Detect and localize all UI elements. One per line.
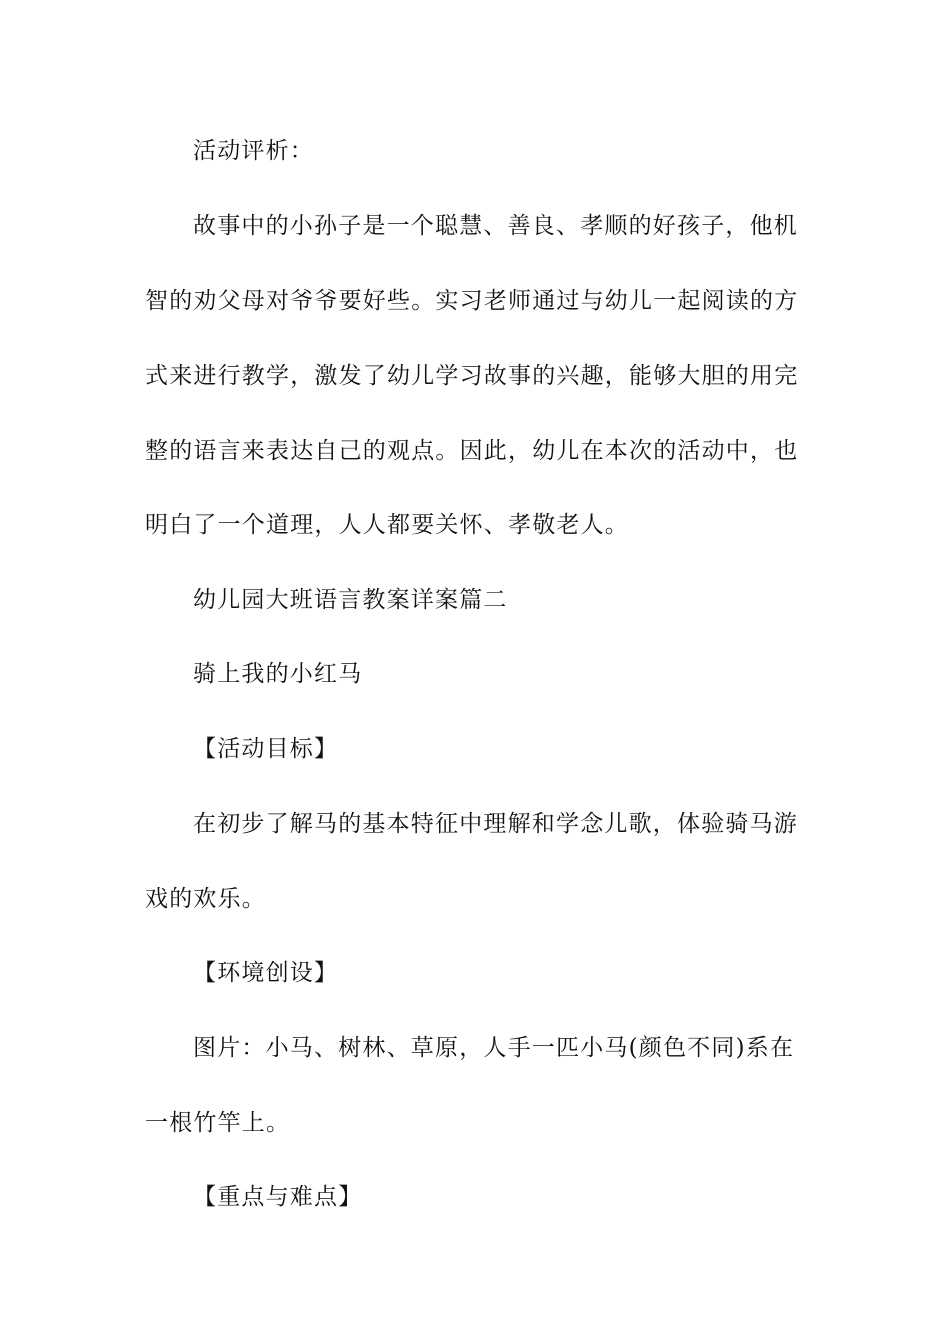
section-heading-activity-review: 活动评析：: [193, 138, 314, 164]
paragraph-line: 戏的欢乐。: [145, 886, 266, 912]
paragraph-line: 整的语言来表达自己的观点。因此，幼儿在本次的活动中，也: [145, 438, 799, 464]
section-heading-environment-setup: 【环境创设】: [193, 960, 339, 986]
section-heading-activity-goals: 【活动目标】: [193, 736, 339, 762]
paragraph-line: 明白了一个道理，人人都要关怀、孝敬老人。: [145, 512, 629, 538]
lesson-subtitle: 骑上我的小红马: [193, 661, 363, 687]
paragraph-line: 在初步了解马的基本特征中理解和学念儿歌，体验骑马游: [193, 811, 798, 837]
paragraph-line: 故事中的小孙子是一个聪慧、善良、孝顺的好孩子，他机: [193, 213, 798, 239]
paragraph-line: 图片：小马、树林、草原，人手一匹小马(颜色不同)系在: [193, 1035, 795, 1061]
section-heading-key-points-difficulties: 【重点与难点】: [193, 1184, 363, 1210]
lesson-title: 幼儿园大班语言教案详案篇二: [193, 587, 508, 613]
paragraph-line: 智的劝父母对爷爷要好些。实习老师通过与幼儿一起阅读的方: [145, 288, 799, 314]
paragraph-line: 一根竹竿上。: [145, 1110, 291, 1136]
paragraph-line: 式来进行教学，激发了幼儿学习故事的兴趣，能够大胆的用完: [145, 363, 799, 389]
